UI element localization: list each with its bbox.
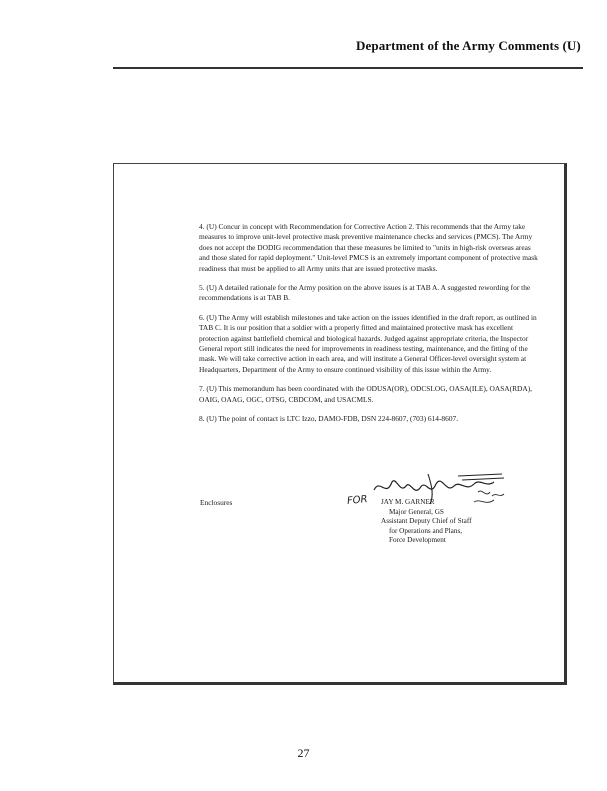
for-handwritten-label: FOR — [346, 493, 369, 508]
memo-paragraph-7: 7. (U) This memorandum has been coordinated with the ODUSA(OR), ODCSLOG, OASA(ILE), OASA(RDA), OAIG, OAAG, OGC, OTSG, CBDCOM, and USACMLS. — [199, 384, 533, 404]
signer-title-line1: Assistant Deputy Chief of Staff — [381, 517, 472, 525]
memo-paragraph-4: 4. (U) Concur in concept with Recommendation for Corrective Action 2. This recommends that the Army take measures to improve unit-level protective mask preventive maintenance checks and services (PMCS). The Army does not accept the DODIG recommendation that these measures be limited to "units in high-risk overseas areas and those slated for rapid deployment." Unit-level PMCS is an extremely important component of protective mask readiness that must be applied to all Army units that are issued protective masks. — [199, 222, 538, 273]
signer-rank: Major General, GS — [389, 507, 444, 516]
signer-name: JAY M. GARNER — [381, 498, 435, 506]
signature-block — [381, 498, 472, 546]
signer-title-line2: for Operations and Plans, — [389, 526, 463, 535]
memo-paragraph-6: 6. (U) The Army will establish milestones and take action on the issues identified in the draft report, as outlined in TAB C. It is our position that a soldier with a properly fitted and maintained protective mask has excellent protection against battlefield chemical and biological hazards. Judged against appropriate criteria, the Inspector General report still indicates the need for improvements in readiness testing, maintenance, and the fitting of the mask. We will take corrective action in each area, and will institute a General Officer-level oversight system at Headquarters, Department of the Army to ensure continued visibility of this issue within the Army. — [199, 312, 537, 374]
enclosures-label: Enclosures — [200, 498, 233, 507]
memo-body — [199, 222, 542, 434]
memo-paragraph-5: 5. (U) A detailed rationale for the Army position on the above issues is at TAB A. A suggested rewording for the recommendations is at TAB B. — [199, 283, 531, 303]
page-header-title: Department of the Army Comments (U) — [356, 38, 581, 53]
page-number: 27 — [297, 746, 310, 760]
signer-title-line3: Force Development — [389, 536, 446, 544]
memo-paragraph-8: 8. (U) The point of contact is LTC Izzo, DAMO-FDB, DSN 224-8607, (703) 614-8607. — [199, 414, 459, 424]
header-rule — [113, 67, 583, 69]
